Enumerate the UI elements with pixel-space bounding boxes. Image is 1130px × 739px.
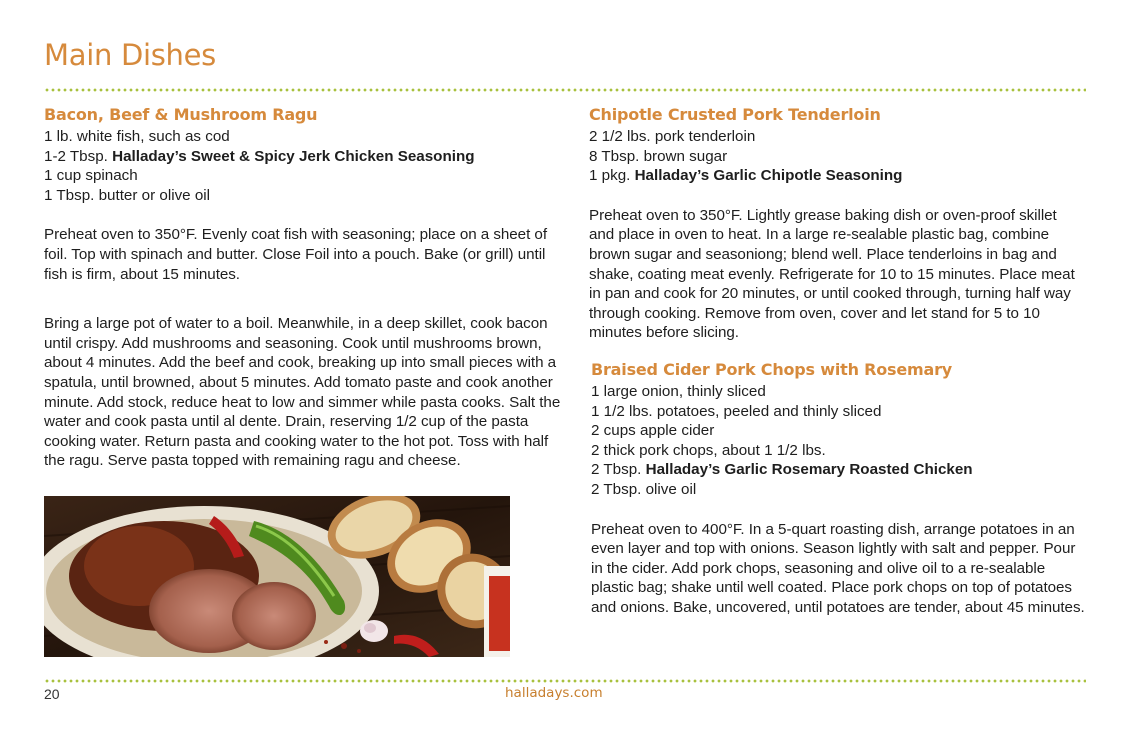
ingredient-item: 1 Tbsp. butter or olive oil: [44, 186, 211, 204]
ingredient-item: 1 lb. white fish, such as cod: [44, 128, 230, 145]
ingredient-item: 2 1/2 lbs. pork tenderloin: [589, 128, 756, 145]
bottom-dotted-divider: [44, 679, 1086, 683]
ingredient-item: 1-2 Tbsp. Halladay’s Sweet & Spicy Jerk Chicken Seasoning: [44, 147, 475, 165]
recipe-instructions-ragu: Bring a large pot of water to a boil. Meanwhile, in a deep skillet, cook bacon until crispy. Add mushrooms and seasoning. Cook until mushrooms brown, about 4 minutes. Add the beef and cook, breaking up into small pieces with a spatula, until browned, about 5 minutes. Add tomato paste and cook another minute. Add stock, reduce heat to low and simmer while pasta cooks. Salt the water and cook pasta until al dente. Drain, reserving 1/2 cup of the pasta cooking water. Return pasta and cooking water to the hot pot. Toss with half the ragu. Serve pasta topped with remaining ragu and cheese.: [44, 315, 561, 470]
left-column: [44, 104, 564, 471]
ingredient-item: 2 cups apple cider: [591, 422, 715, 440]
page-number: 20: [44, 686, 60, 702]
food-photo: [44, 496, 510, 657]
ingredient-list-ragu: [44, 127, 564, 205]
recipe-title-ragu: Bacon, Beef & Mushroom Ragu: [44, 105, 318, 124]
recipe-cider: [591, 359, 1099, 618]
recipe-instructions-chipotle: Preheat oven to 350°F. Lightly grease baking dish or oven-proof skillet and place in oven to heat. In a large re-sealable plastic bag, combine brown sugar and seasoniong; blend well. Place tenderloins in bag and shake, coating meat evenly. Refrigerate for 10 to 15 minutes. Place meat in pan and cook for 20 minutes, or until cooked through, turning half way through cooking. Remove from oven, cover and let stand for 5 to 10 minutes before slicing.: [589, 206, 1075, 342]
seasoning-brand-name: Halladay’s Garlic Chipotle Seasoning: [634, 167, 903, 185]
ingredient-list-chipotle: [589, 127, 1099, 186]
right-column: [589, 104, 1099, 617]
ingredient-item: 1 large onion, thinly sliced: [591, 382, 766, 400]
top-dotted-divider: [44, 88, 1086, 92]
ingredient-item: 2 Tbsp. Halladay’s Garlic Rosemary Roasted Chicken: [591, 461, 973, 479]
ingredient-list-cider: [591, 382, 1099, 500]
recipe-title-cider: Braised Cider Pork Chops with Rosemary: [591, 359, 953, 379]
seasoning-brand-name: Halladay’s Garlic Rosemary Roasted Chicken: [645, 461, 973, 479]
ingredient-item: 1 1/2 lbs. potatoes, peeled and thinly sliced: [591, 402, 882, 420]
recipe-title-chipotle: Chipotle Crusted Pork Tenderloin: [589, 105, 881, 124]
ingredient-item: 1 cup spinach: [44, 167, 138, 185]
ingredient-item: 1 pkg. Halladay’s Garlic Chipotle Seasoning: [589, 167, 903, 185]
seasoning-brand-name: Halladay’s Sweet & Spicy Jerk Chicken Seasoning: [112, 147, 475, 165]
ingredient-item: 2 Tbsp. olive oil: [591, 480, 697, 498]
recipe-instructions-cider: Preheat oven to 400°F. In a 5-quart roasting dish, arrange potatoes in an even layer and top with onions. Season lightly with salt and pepper. Pour in the cider. Add pork chops, seasoning and olive oil to a re-sealable plastic bag; shake until well coated. Place pork chops on top of potatoes and onions. Bake, uncovered, until potatoes are tender, about 45 minutes.: [591, 520, 1085, 616]
ingredient-item: 2 thick pork chops, about 1 1/2 lbs.: [591, 441, 826, 459]
ingredient-item: 8 Tbsp. brown sugar: [589, 147, 728, 165]
website-link[interactable]: halladays.com: [505, 685, 603, 701]
page-title: Main Dishes: [44, 38, 216, 72]
recipe-instructions-fish: Preheat oven to 350°F. Evenly coat fish with seasoning; place on a sheet of foil. Top with spinach and butter. Close Foil into a pouch. Bake (or grill) until fish is firm, about 15 minutes.: [44, 226, 547, 283]
